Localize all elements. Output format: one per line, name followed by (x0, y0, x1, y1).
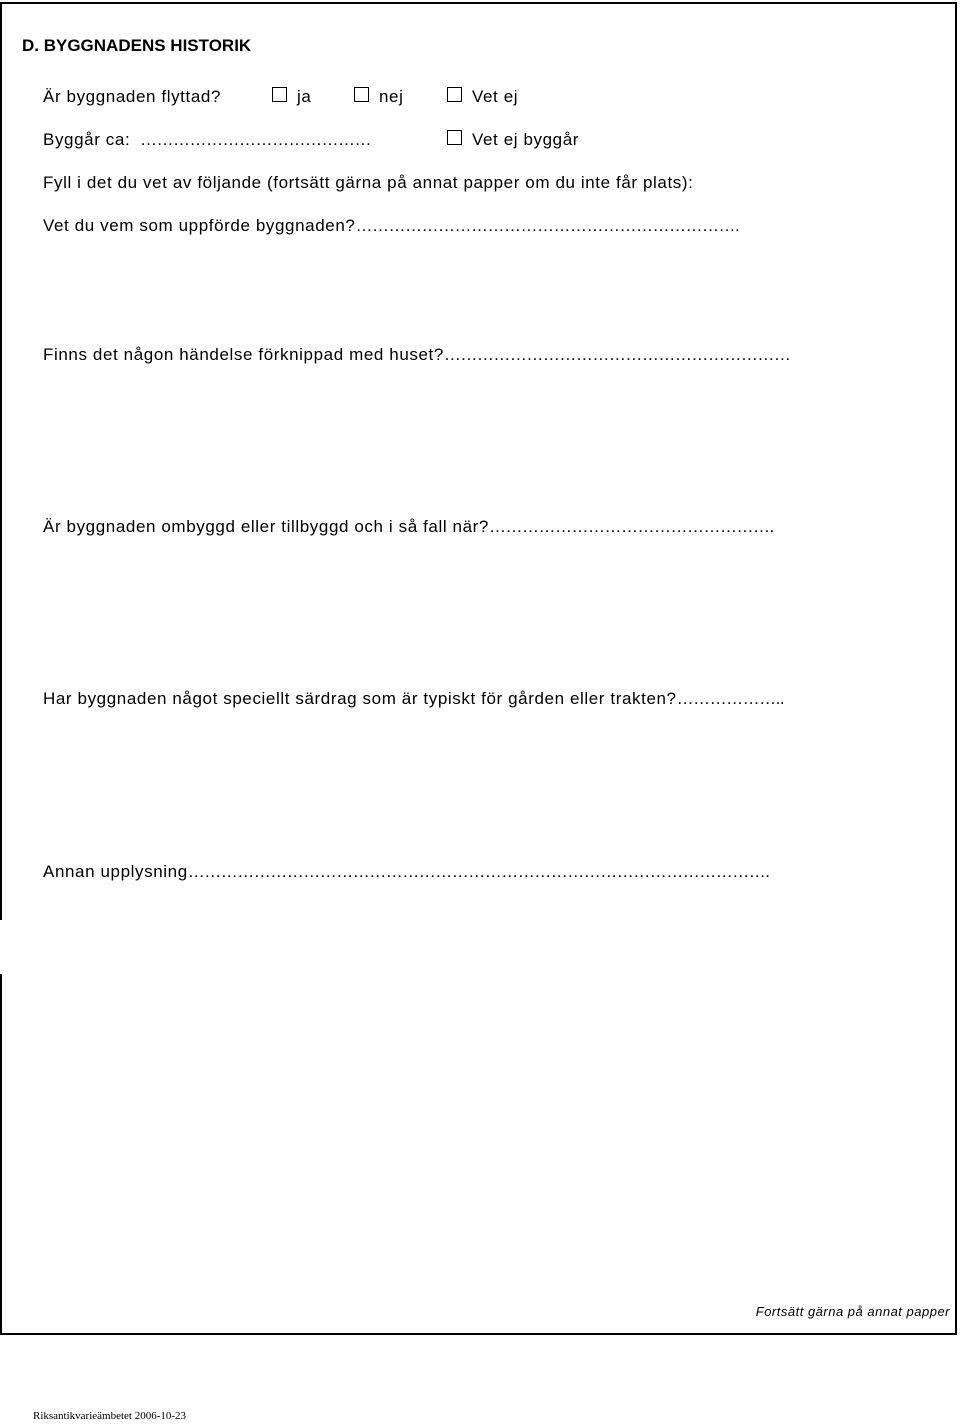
instruction-text: Fyll i det du vet av följande (fortsätt gärna på annat papper om du inte får plats): (43, 173, 694, 192)
question-feature (43, 689, 784, 709)
form-frame (0, 2, 957, 1334)
moved-no-label: nej (379, 87, 404, 106)
build-year-unknown-checkbox[interactable] (447, 130, 462, 145)
build-year-field[interactable]: …………………………………… (140, 130, 371, 149)
moved-yes-checkbox[interactable] (272, 87, 287, 102)
continue-note: Fortsätt gärna på annat papper (755, 1304, 950, 1319)
build-year-unknown-label: Vet ej byggår (472, 130, 580, 149)
moved-no-checkbox[interactable] (354, 87, 369, 102)
question-event (43, 345, 790, 365)
question-event-text: Finns det någon händelse förknippad med huset? (43, 345, 444, 364)
question-builder-answer-field[interactable]: ……………………………………………………………. (355, 216, 740, 235)
question-event-answer-field[interactable]: ……………………………………………………… (443, 345, 791, 364)
question-other-text: Annan upplysning (43, 862, 188, 881)
frame-top-border (0, 2, 957, 4)
section-title: D. BYGGNADENS HISTORIK (22, 36, 252, 55)
question-other-answer-field[interactable]: ……………………………………………………………………………………………. (187, 862, 770, 881)
frame-bottom-border (0, 1333, 957, 1335)
frame-left-border-upper (0, 2, 2, 920)
question-rebuilt-text: Är byggnaden ombyggd eller tillbyggd och i så fall när? (43, 517, 489, 536)
frame-left-border-lower (0, 974, 2, 1334)
question-rebuilt-answer-field[interactable]: ……………………………………………. (488, 517, 774, 536)
moved-question: Är byggnaden flyttad? (43, 87, 221, 106)
question-feature-answer-field[interactable]: ……………….. (676, 689, 785, 708)
moved-unknown-label: Vet ej (472, 87, 519, 106)
moved-yes-label: ja (297, 87, 312, 106)
question-other (43, 862, 770, 882)
footer-stamp: Riksantikvarieämbetet 2006-10-23 (33, 1410, 187, 1422)
question-feature-text: Har byggnaden något speciellt särdrag som är typiskt för gården eller trakten? (43, 689, 677, 708)
moved-unknown-checkbox[interactable] (447, 87, 462, 102)
build-year-label: Byggår ca: (43, 130, 131, 149)
question-builder-text: Vet du vem som uppförde byggnaden? (43, 216, 356, 235)
question-rebuilt (43, 517, 774, 537)
question-builder (43, 216, 739, 236)
frame-right-border (955, 2, 957, 1334)
